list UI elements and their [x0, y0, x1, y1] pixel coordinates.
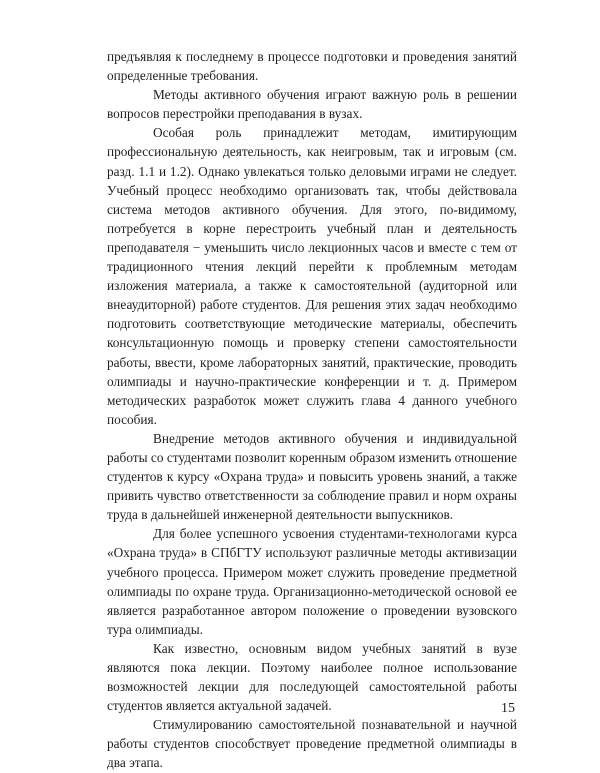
paragraph-spbgtu-olympiad: Для более успешного усвоения студентами-технологами курса «Охрана труда» в СПбГТУ используют различные методы активизации учебного процесса. Примером может служить проведение предметной олимпиады по охране труда. Организационно-методической основой ее является разработанное автором положение о проведении вузовского тура олимпиады. [107, 526, 517, 637]
body-text [107, 47, 517, 773]
paragraph-lectures: Как известно, основным видом учебных занятий в вузе являются пока лекции. Поэтому наиболее полное использование возможностей лекции для последующей самостоятельной работы студентов является актуальной задачей. [107, 640, 517, 714]
paragraph-active-methods: Методы активного обучения играют важную роль в решении вопросов перестройки преподавания в вузах. [107, 87, 517, 122]
paragraph-stimulation: Стимулированию самостоятельной познавательной и научной работы студентов способствует проведение предметной олимпиады в два этапа. [107, 717, 517, 771]
paragraph-continuation: предъявляя к последнему в процессе подготовки и проведения занятий определенные требования. [107, 49, 517, 84]
paragraph-individual-work: Внедрение методов активного обучения и индивидуальной работы со студентами позволит коренным образом изменить отношение студентов к курсу «Охрана труда» и повысить уровень знаний, а также привить чувство ответственности за соблюдение правил и норм охраны труда в дальнейшей инженерной деятельности выпускников. [107, 430, 517, 523]
page-number: 15 [501, 701, 515, 716]
paragraph-simulation-methods: Особая роль принадлежит методам, имитирующим профессиональную деятельность, как неигровым, так и игровым (см. разд. 1.1 и 1.2). Однако увлекаться только деловыми играми не следует. Учебный процесс необходимо организовать так, чтобы действовала система методов активного обучения. Для этого, по-видимому, потребуется в корне перестроить учебный план и деятельность преподавателя − уменьшить число лекционных часов и вместе с тем от традиционного чтения лекций перейти к проблемным методам изложения материала, а также к самостоятельной (аудиторной или внеаудиторной) работе студентов. Для решения этих задач необходимо подготовить соответствующие методические материалы, обеспечить консультационную помощь и проверку степени самостоятельности работы, ввести, кроме лабораторных занятий, практические, проводить олимпиады и научно-практические конференции и т. д. Примером методических разработок может служить глава 4 данного учебного пособия. [107, 125, 517, 427]
